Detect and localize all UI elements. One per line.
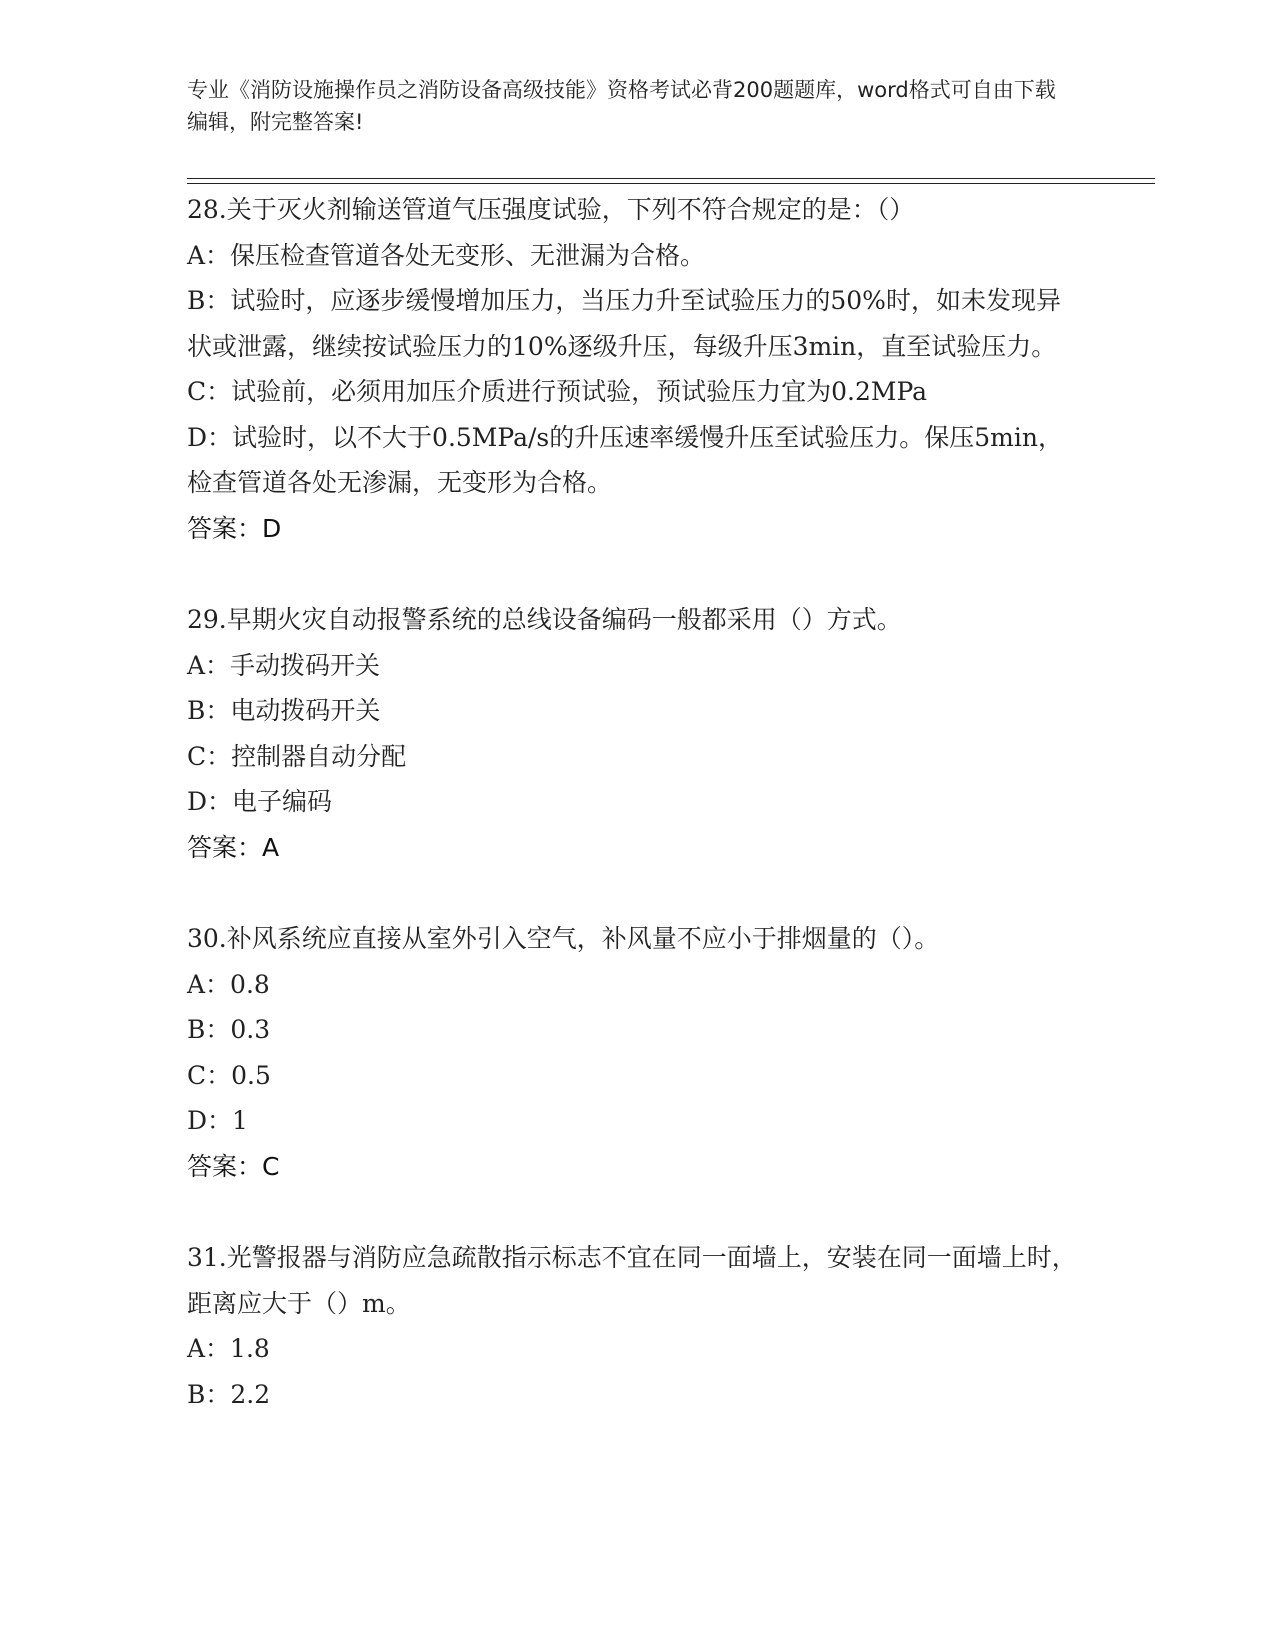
- answer-label: 答案：C: [187, 1151, 280, 1181]
- option-b: B：2.2: [187, 1379, 271, 1409]
- option-a: A：1.8: [187, 1334, 270, 1363]
- question-list: [187, 187, 1077, 1463]
- question-stem: 30.补风系统应直接从室外引入空气，补风量不应小于排烟量的（）。: [187, 924, 940, 953]
- option-a: A：保压检查管道各处无变形、无泄漏为合格。: [187, 240, 706, 270]
- option-c: C：试验前，必须用加压介质进行预试验，预试验压力宜为0.2MPa: [187, 377, 928, 406]
- question-29: [187, 597, 1077, 870]
- question-28: [187, 187, 1077, 551]
- header-divider-top: [187, 178, 1155, 179]
- answer-label: 答案：D: [187, 513, 282, 543]
- option-a: A：手动拨码开关: [187, 650, 381, 680]
- option-a: A：0.8: [187, 969, 270, 999]
- question-30: [187, 916, 1077, 1189]
- header-divider-bottom: [187, 183, 1155, 184]
- option-b: B：0.3: [187, 1015, 271, 1044]
- option-d: D：电子编码: [187, 787, 333, 816]
- option-c: C：0.5: [187, 1060, 271, 1090]
- option-b: B：试验时，应逐步缓慢增加压力，当压力升至试验压力的50%时，如未发现异状或泄露，继续按试验压力的10%逐级升压，每级升压3min，直至试验压力。: [187, 286, 1061, 361]
- option-d: D：1: [187, 1106, 248, 1135]
- question-31: [187, 1235, 1077, 1417]
- answer-label: 答案：A: [187, 832, 280, 862]
- question-stem: 31.光警报器与消防应急疏散指示标志不宜在同一面墙上，安装在同一面墙上时，距离应大于（）m。: [187, 1243, 1077, 1318]
- question-stem: 28.关于灭火剂输送管道气压强度试验，下列不符合规定的是：（）: [187, 195, 915, 224]
- option-d: D：试验时，以不大于0.5MPa/s的升压速率缓慢升压至试验压力。保压5min，检查管道各处无渗漏，无变形为合格。: [187, 422, 1063, 497]
- option-c: C：控制器自动分配: [187, 741, 407, 771]
- option-b: B：电动拨码开关: [187, 696, 381, 725]
- question-stem: 29.早期火灾自动报警系统的总线设备编码一般都采用（）方式。: [187, 605, 902, 634]
- document-header: 专业《消防设施操作员之消防设备高级技能》资格考试必背200题题库，word格式可自由下载编辑，附完整答案!: [187, 78, 1056, 134]
